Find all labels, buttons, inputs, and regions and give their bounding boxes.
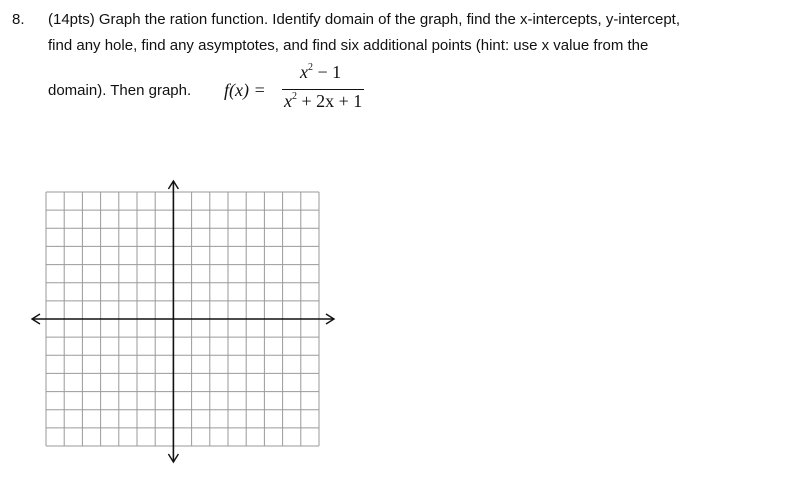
problem-text-line-1: (14pts) Graph the ration function. Identify domain of the graph, find the x-intercepts, y-intercept, [48,11,681,28]
numerator-exponent: 2 [308,62,313,73]
problem-text-line-2: find any hole, find any asymptotes, and find six additional points (hint: use x value from the [48,37,649,54]
problem-text-line-3: domain). Then graph. [48,82,192,99]
numerator-base: x [300,62,308,82]
denominator-exponent: 2 [292,91,297,102]
numerator-rest: − 1 [313,62,342,82]
denominator-base: x [284,91,292,111]
problem-number: 8. [12,11,25,28]
function-lhs: f(x) = [224,80,266,100]
denominator-rest: + 2x + 1 [297,91,363,111]
